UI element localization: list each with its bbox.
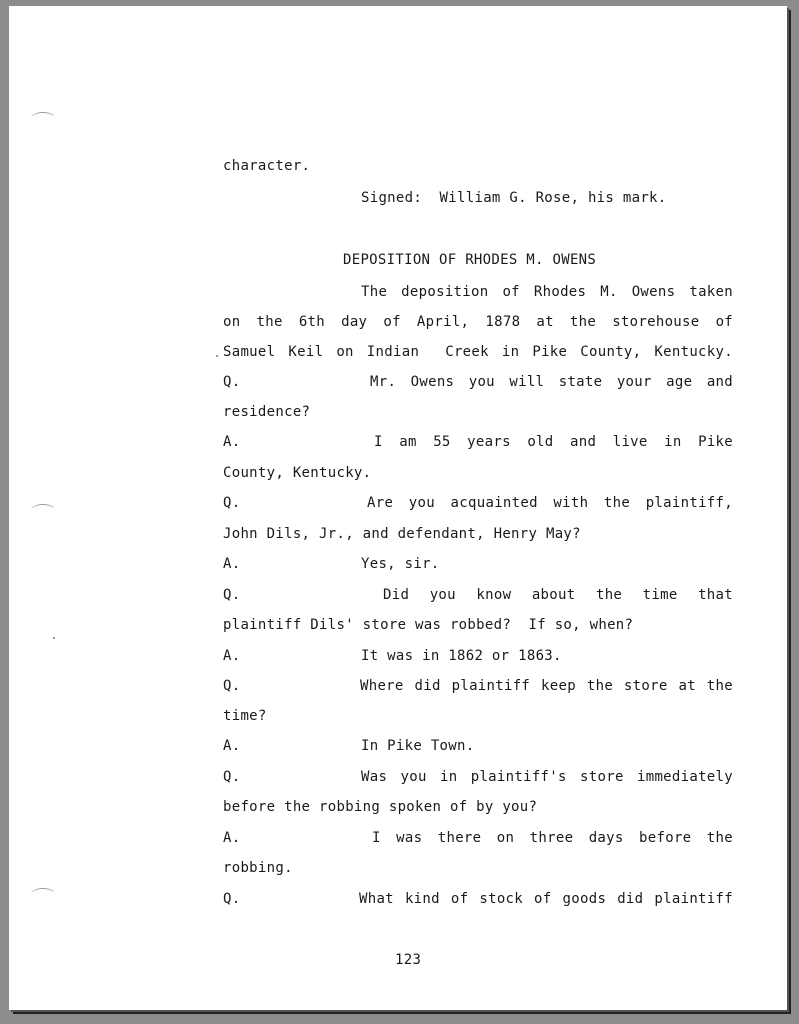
page-number: 123 [395, 952, 422, 968]
question-text: time? [223, 708, 267, 724]
answer-label: A. [223, 830, 241, 846]
question-label: Q. [223, 495, 241, 511]
question-text: What kind of stock of goods did plaintiff [359, 891, 733, 907]
question-text: residence? [223, 404, 311, 420]
answer-text: I am 55 years old and live in Pike [374, 434, 734, 450]
question-text: Did you know about the time that [383, 587, 733, 603]
question-label: Q. [223, 678, 241, 694]
scan-speck [216, 355, 218, 357]
answer-label: A. [223, 738, 241, 754]
body-line: on the 6th day of April, 1878 at the storehouse of [223, 314, 734, 330]
answer-label: A. [223, 556, 241, 572]
answer-text: Yes, sir. [361, 556, 440, 572]
answer-text: I was there on three days before the [372, 830, 733, 846]
body-line: Samuel Keil on Indian Creek in Pike County, Kentucky. [223, 344, 733, 360]
question-label: Q. [223, 769, 241, 785]
section-heading: DEPOSITION OF RHODES M. OWENS [343, 252, 597, 268]
answer-label: A. [223, 434, 241, 450]
question-label: Q. [223, 374, 241, 390]
answer-text: County, Kentucky. [223, 465, 372, 481]
punch-hole-mark [31, 888, 55, 901]
document-page [9, 6, 787, 1010]
question-label: Q. [223, 587, 241, 603]
body-line: The deposition of Rhodes M. Owens taken [361, 284, 733, 300]
punch-hole-mark [31, 112, 55, 125]
question-text: Was you in plaintiff's store immediately [361, 769, 733, 785]
question-text: Where did plaintiff keep the store at the [360, 678, 733, 694]
question-label: Q. [223, 891, 241, 907]
question-text: plaintiff Dils' store was robbed? If so, when? [223, 617, 634, 633]
closing-line: character. [223, 158, 311, 174]
answer-text: robbing. [223, 860, 293, 876]
answer-text: In Pike Town. [361, 738, 475, 754]
scan-speck [53, 637, 55, 639]
question-text: Are you acquainted with the plaintiff, [367, 495, 733, 511]
answer-text: It was in 1862 or 1863. [361, 648, 562, 664]
question-text: John Dils, Jr., and defendant, Henry May? [223, 526, 581, 542]
answer-label: A. [223, 648, 241, 664]
punch-hole-mark [31, 504, 55, 517]
question-text: Mr. Owens you will state your age and [370, 374, 734, 390]
question-text: before the robbing spoken of by you? [223, 799, 538, 815]
signature-line: Signed: William G. Rose, his mark. [361, 190, 667, 206]
